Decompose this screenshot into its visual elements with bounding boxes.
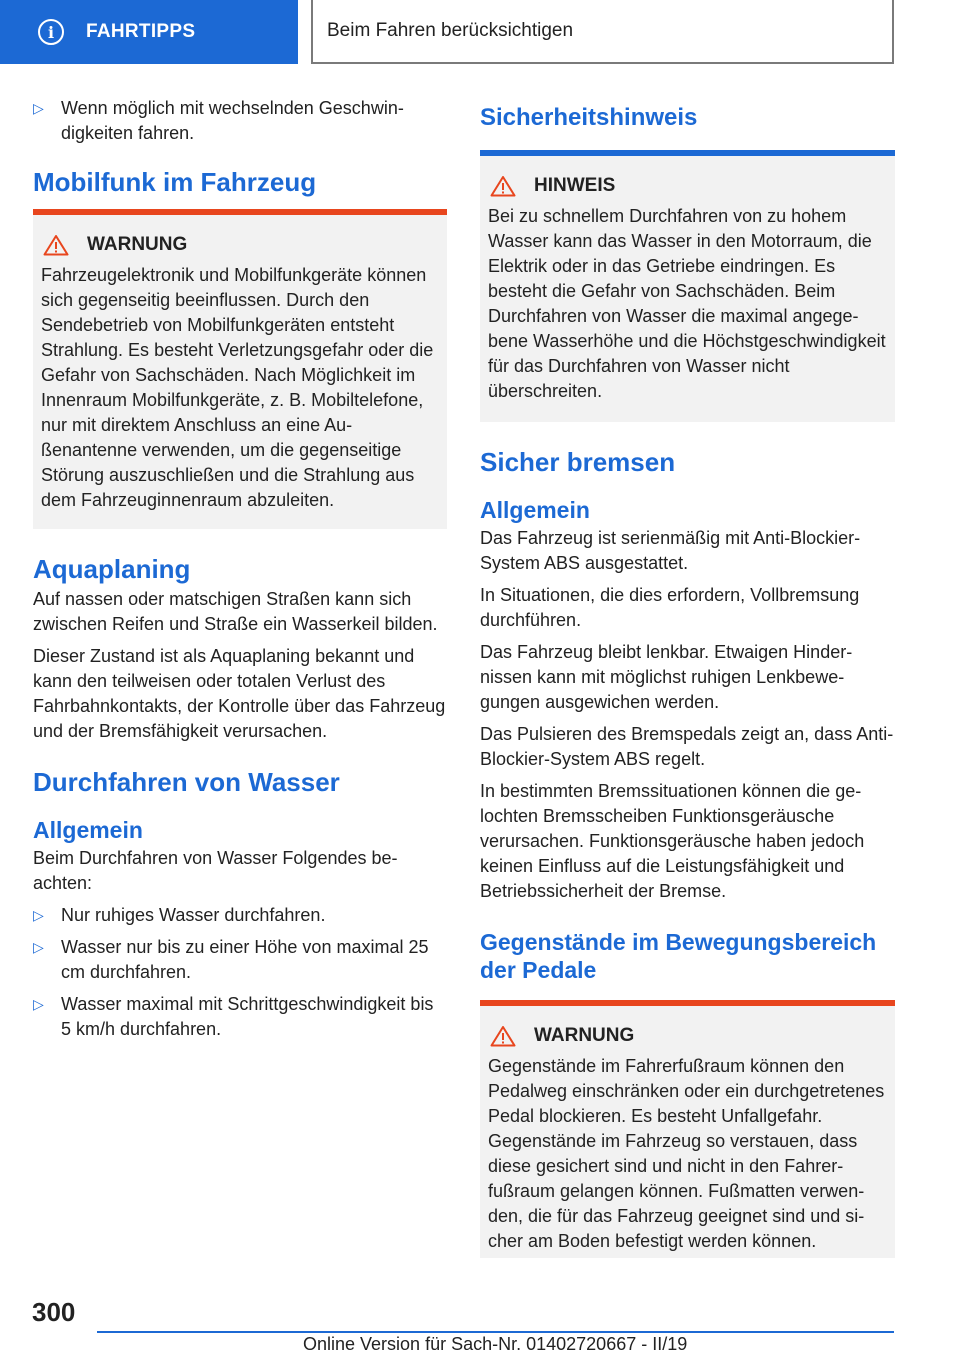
warning-title-row [488,1022,887,1050]
triangle-bullet-icon: ▷ [33,996,44,1012]
paragraph: In Situationen, die dies erfordern, Vollbremsung durchführen. [480,585,860,630]
note-title: HINWEIS [534,175,616,196]
info-icon: i [38,19,64,45]
chapter-title: FAHRTIPPS [86,21,196,42]
footer-text: Online Version für Sach-Nr. 01402720667 - II/19 [303,1334,688,1354]
paragraph: Auf nassen oder matschigen Straßen kann sich zwischen Reifen und Straße ein Wasserkeil bilden. [33,589,438,634]
warning-title: WARNUNG [534,1025,635,1046]
paragraph: Dieser Zustand ist als Aquaplaning bekannt und kann den teilweisen oder totalen Verlust des Fahrbahnkontakts, der Kontrolle über das Fahrzeug und der Bremsfähigkeit verursachen. [33,646,446,741]
warning-text: Fahrzeugelektronik und Mobilfunkgeräte können sich gegenseitig beeinflussen. Durch den Sendebetrieb von Mobilfunkgeräten entsteht Strahlung. Es besteht Verletzungsgefahr oder die Gefahr von Sachschäden. Nach Möglichkeit im Innenraum Mobilfunkgeräte, z. B. Mobiltelefone, nur mit direktem Anschluss an eine Außenantenne verwenden, um die gegenseitige Störung auszuschließen und die Strahlung aus dem Fahrzeuginnenraum abzuleiten. [41,265,434,510]
heading-aquaplaning: Aquaplaning [33,554,191,584]
warning-triangle-icon [490,1025,516,1047]
list-item-text: Nur ruhiges Wasser durchfahren. [61,905,326,925]
warning-text: Gegenstände im Fahrerfußraum können den Pedalweg einschränken oder ein durchgetretenes Pedal blockieren. Es besteht Unfallgefahr. Gegenstände im Fahrzeug so verstauen, dass diese gesichert sind und nicht in den Fahrerfußraum gelangen können. Fußmatten verwenden, die für das Fahrzeug geeignet sind und sicher am Boden befestigt werden können. [488,1056,885,1251]
heading-sicher-bremsen: Sicher bremsen [480,447,676,477]
warning-title: WARNUNG [87,234,188,255]
chapter-tab[interactable] [0,0,298,64]
warning-box [33,209,447,529]
heading-wasser: Durchfahren von Wasser [33,767,340,797]
triangle-bullet-icon: ▷ [33,939,44,955]
triangle-bullet-icon: ▷ [33,907,44,923]
right-column [480,102,895,1258]
list-item [33,903,447,928]
warning-title-row [41,231,439,259]
footer-divider [97,1331,894,1333]
list-item-text: Wasser maximal mit Schrittgeschwindigkeit bis 5 km/h durchfahren. [61,994,434,1039]
list-item-text: Wasser nur bis zu einer Höhe von maximal 25 cm durchfahren. [61,937,429,982]
paragraph: Das Pulsieren des Bremspedals zeigt an, dass Anti-Blockier-System ABS regelt. [480,724,894,769]
paragraph: Beim Durchfahren von Wasser Folgendes beachten: [33,848,398,893]
list-item [33,992,447,1042]
heading-mobilfunk: Mobilfunk im Fahrzeug [33,167,317,197]
section-title: Beim Fahren berücksichtigen [327,20,574,41]
note-box [480,150,895,422]
subheading-allgemein: Allgemein [480,497,590,523]
paragraph: Das Fahrzeug bleibt lenkbar. Etwaigen Hindernissen kann mit möglichst ruhigen Lenkbewegungen ausgewichen werden. [480,642,853,712]
left-column [33,96,447,1049]
list-item [33,935,447,985]
paragraph: In bestimmten Bremssituationen können die gelochten Bremsscheiben Funktionsgeräusche verursachen. Funktionsgeräusche haben jedoch keinen Einfluss auf die Leistungsfähigkeit und Betriebssicherheit der Bremse. [480,781,865,901]
warning-box [480,1000,895,1258]
triangle-bullet-icon: ▷ [33,100,44,116]
warning-triangle-icon [43,234,69,256]
heading-sicherheitshinweis: Sicherheitshinweis [480,104,698,131]
list-item-text: Wenn möglich mit wechselnden Geschwindigkeiten fahren. [61,98,404,143]
subheading-allgemein: Allgemein [33,817,143,843]
section-header [311,0,894,64]
warning-triangle-icon [490,175,516,197]
heading-pedale: Gegenstände im Bewegungsbereich der Pedale [480,929,877,983]
list-item [33,96,447,146]
paragraph: Das Fahrzeug ist serienmäßig mit Anti-Blockier-System ABS ausgestattet. [480,528,861,573]
note-text: Bei zu schnellem Durchfahren von zu hohem Wasser kann das Wasser in den Motorraum, die Elektrik oder in das Getriebe eindringen. Es besteht die Gefahr von Sachschäden. Beim Durchfahren von Wasser die maximal angegebene Wasserhöhe und die Höchstgeschwindigkeit für das Durchfahren von Wasser nicht überschreiten. [488,206,886,401]
page-number: 300 [32,1297,76,1327]
note-title-row [488,172,887,200]
